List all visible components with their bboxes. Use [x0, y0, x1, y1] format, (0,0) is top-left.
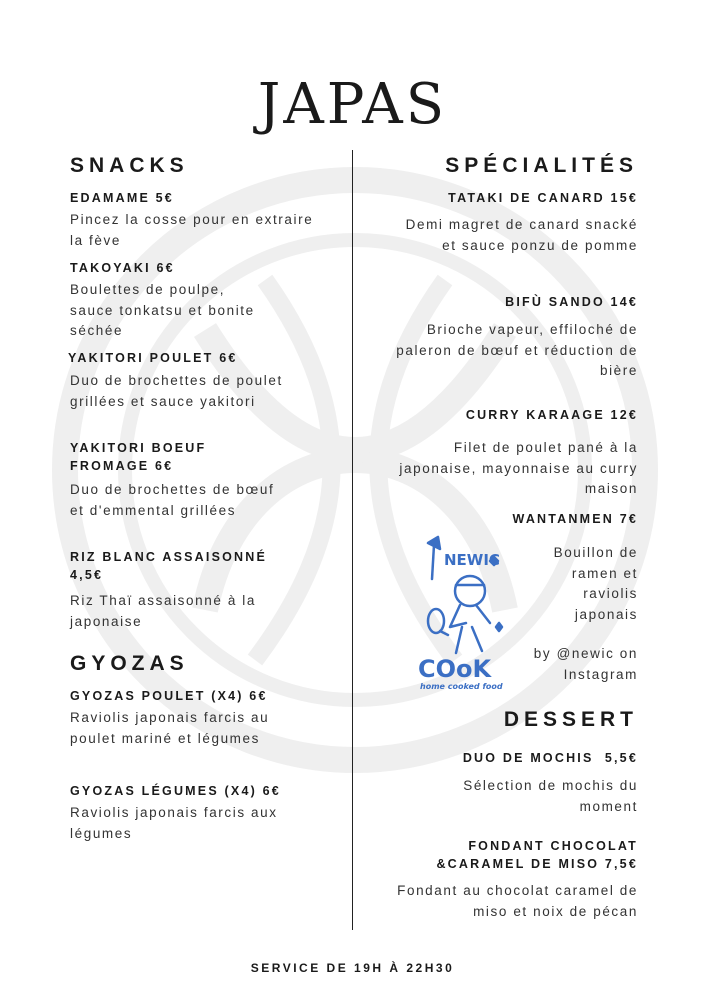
- item-desc: Boulettes de poulpe, sauce tonkatsu et bonite séchée: [70, 282, 255, 338]
- menu-title: JAPAS: [257, 72, 448, 137]
- service-hours: SERVICE DE 19H À 22H30: [250, 961, 455, 975]
- item-desc: Duo de brochettes de bœuf et d'emmental grillées: [70, 482, 275, 518]
- section-heading-specialites: SPÉCIALITÉS: [445, 154, 638, 177]
- item-name: DUO DE MOCHIS 5,5€: [462, 751, 638, 765]
- item-name: GYOZAS POULET (X4) 6€: [70, 689, 268, 703]
- item-name: TAKOYAKI 6€: [70, 261, 175, 275]
- item-desc: Raviolis japonais farcis aux légumes: [70, 805, 278, 841]
- item-desc: Brioche vapeur, effiloché de paleron de bœuf et réduction de bière: [396, 322, 638, 378]
- item-desc: Duo de brochettes de poulet grillées et sauce yakitori: [70, 373, 283, 409]
- item-desc: Fondant au chocolat caramel de miso et noix de pécan: [397, 883, 638, 919]
- item-name: WANTANMEN 7€: [512, 512, 638, 526]
- column-divider: [352, 150, 353, 930]
- item-desc: Demi magret de canard snacké et sauce ponzu de pomme: [405, 217, 638, 253]
- item-desc: Pincez la cosse pour en extraire la fève: [70, 212, 314, 248]
- item-name: GYOZAS LÉGUMES (X4) 6€: [70, 784, 281, 798]
- item-name: YAKITORI BOEUF FROMAGE 6€: [70, 441, 207, 473]
- item-desc: Bouillon de ramen et raviolis japonais: [553, 545, 638, 622]
- item-desc: Filet de poulet pané à la japonaise, mayonnaise au curry maison: [399, 440, 638, 496]
- item-desc: Sélection de mochis du moment: [463, 778, 638, 814]
- section-heading-dessert: DESSERT: [503, 708, 638, 731]
- item-name: CURRY KARAAGE 12€: [465, 408, 638, 422]
- badge-top-text: NEWIC: [444, 551, 500, 569]
- badge-sub-text: home cooked food: [420, 682, 503, 691]
- item-name: EDAMAME 5€: [70, 191, 174, 205]
- section-heading-gyozas: GYOZAS: [70, 652, 189, 675]
- item-name: RIZ BLANC ASSAISONNÉ 4,5€: [70, 550, 268, 582]
- item-name: FONDANT CHOCOLAT &CARAMEL DE MISO 7,5€: [436, 839, 638, 871]
- item-name: TATAKI DE CANARD 15€: [448, 191, 638, 205]
- section-heading-snacks: SNACKS: [70, 154, 189, 177]
- instagram-credit: by @newic on Instagram: [533, 646, 638, 682]
- item-name: YAKITORI POULET 6€: [68, 351, 238, 365]
- item-desc: Raviolis japonais farcis au poulet mariné et légumes: [70, 710, 270, 746]
- badge-main-text: COoK: [418, 655, 492, 683]
- newic-cook-badge: [410, 535, 510, 695]
- item-desc: Riz Thaï assaisonné à la japonaise: [70, 593, 256, 629]
- item-name: BIFÙ SANDO 14€: [505, 295, 638, 309]
